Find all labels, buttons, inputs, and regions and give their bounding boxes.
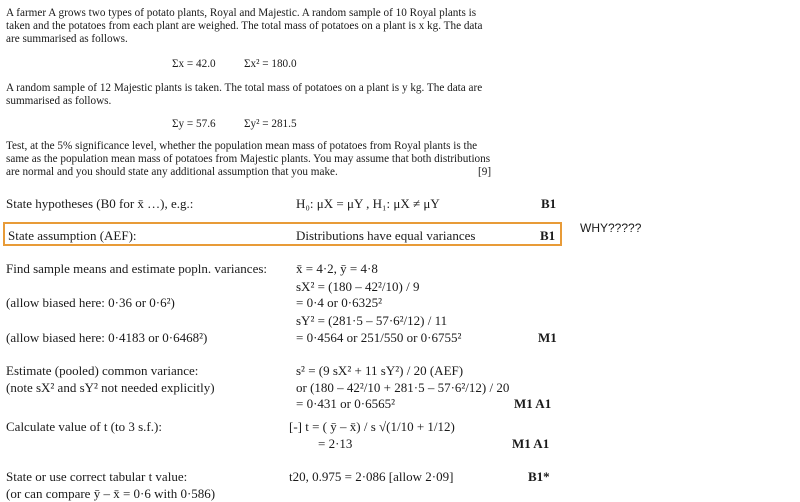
pooled-variance-note: (note sX² and sY² not needed explicitly): [6, 380, 215, 395]
tabular-t-mark: B1*: [528, 469, 550, 484]
question-marks: [9]: [478, 166, 492, 178]
variance-mark: M1: [538, 330, 557, 345]
tabular-t-label: State or use correct tabular t value:: [6, 469, 188, 484]
t-value-mark: M1 A1: [512, 436, 550, 451]
pooled-variance-formula: s² = (9 sX² + 11 sY²) / 20 (AEF): [296, 363, 464, 378]
pooled-variance-mark: M1 A1: [514, 396, 552, 411]
t-value-label: Calculate value of t (to 3 s.f.):: [6, 419, 162, 434]
sum-x: Σx = 42.0: [172, 58, 216, 70]
assumption-mark: B1: [540, 228, 556, 243]
pooled-variance-alt: or (180 – 42²/10 + 281·5 – 57·6²/12) / 20: [296, 380, 510, 395]
question-para-2: A random sample of 12 Majestic plants is taken. The total mass of potatoes on a plant is y kg. The data are summarised as follows.: [6, 82, 483, 107]
t-value-formula: [-] t = ( ȳ – x̄) / s √(1/10 + 1/12): [289, 419, 455, 434]
hypotheses-statement: H₀: μX = μY , H₁: μX ≠ μY: [296, 196, 440, 211]
pooled-variance-label: Estimate (pooled) common variance:: [6, 363, 199, 378]
hypotheses-mark: B1: [541, 196, 557, 211]
tabular-t-value: t20, 0.975 = 2·086 [allow 2·09]: [289, 469, 454, 484]
t-value-result: = 2·13: [318, 436, 353, 451]
hypotheses-label: State hypotheses (B0 for x̄ …), e.g.:: [6, 196, 194, 211]
biased-note-y: (allow biased here: 0·4183 or 0·6468²): [6, 330, 208, 345]
pooled-variance-value: = 0·431 or 0·6565²: [296, 396, 395, 411]
biased-note-x: (allow biased here: 0·36 or 0·6²): [6, 295, 175, 310]
compare-note: (or can compare ȳ – x̄ = 0·6 with 0·586): [6, 486, 216, 501]
assumption-label: State assumption (AEF):: [8, 228, 137, 243]
sum-y: Σy = 57.6: [172, 118, 216, 130]
sample-means-value: x̄ = 4·2, ȳ = 4·8: [296, 261, 378, 276]
sx-squared-formula: sX² = (180 – 42²/10) / 9: [296, 279, 420, 294]
sample-means-label: Find sample means and estimate popln. variances:: [6, 261, 268, 276]
sy-squared-value: = 0·4564 or 251/550 or 0·6755²: [296, 330, 462, 345]
question-para-1: A farmer A grows two types of potato plants, Royal and Majestic. A random sample of 10 Royal plants is taken and the potatoes from each plant are weighed. The total mass of potatoes on a plant is x kg. The data are summarised as follows.: [6, 7, 483, 45]
assumption-statement: Distributions have equal variances: [296, 228, 476, 243]
sum-x-squared: Σx² = 180.0: [244, 58, 297, 70]
sum-y-squared: Σy² = 281.5: [244, 118, 297, 130]
sx-squared-value: = 0·4 or 0·6325²: [296, 295, 382, 310]
why-annotation: WHY?????: [580, 221, 642, 235]
sy-squared-formula: sY² = (281·5 – 57·6²/12) / 11: [296, 313, 448, 328]
question-para-3: Test, at the 5% significance level, whether the population mean mass of potatoes from Royal plants is the same as the population mean mass of potatoes from Majestic plants. You may assume that both distributions are normal and you should state any additional assumption that you make.: [6, 140, 491, 178]
